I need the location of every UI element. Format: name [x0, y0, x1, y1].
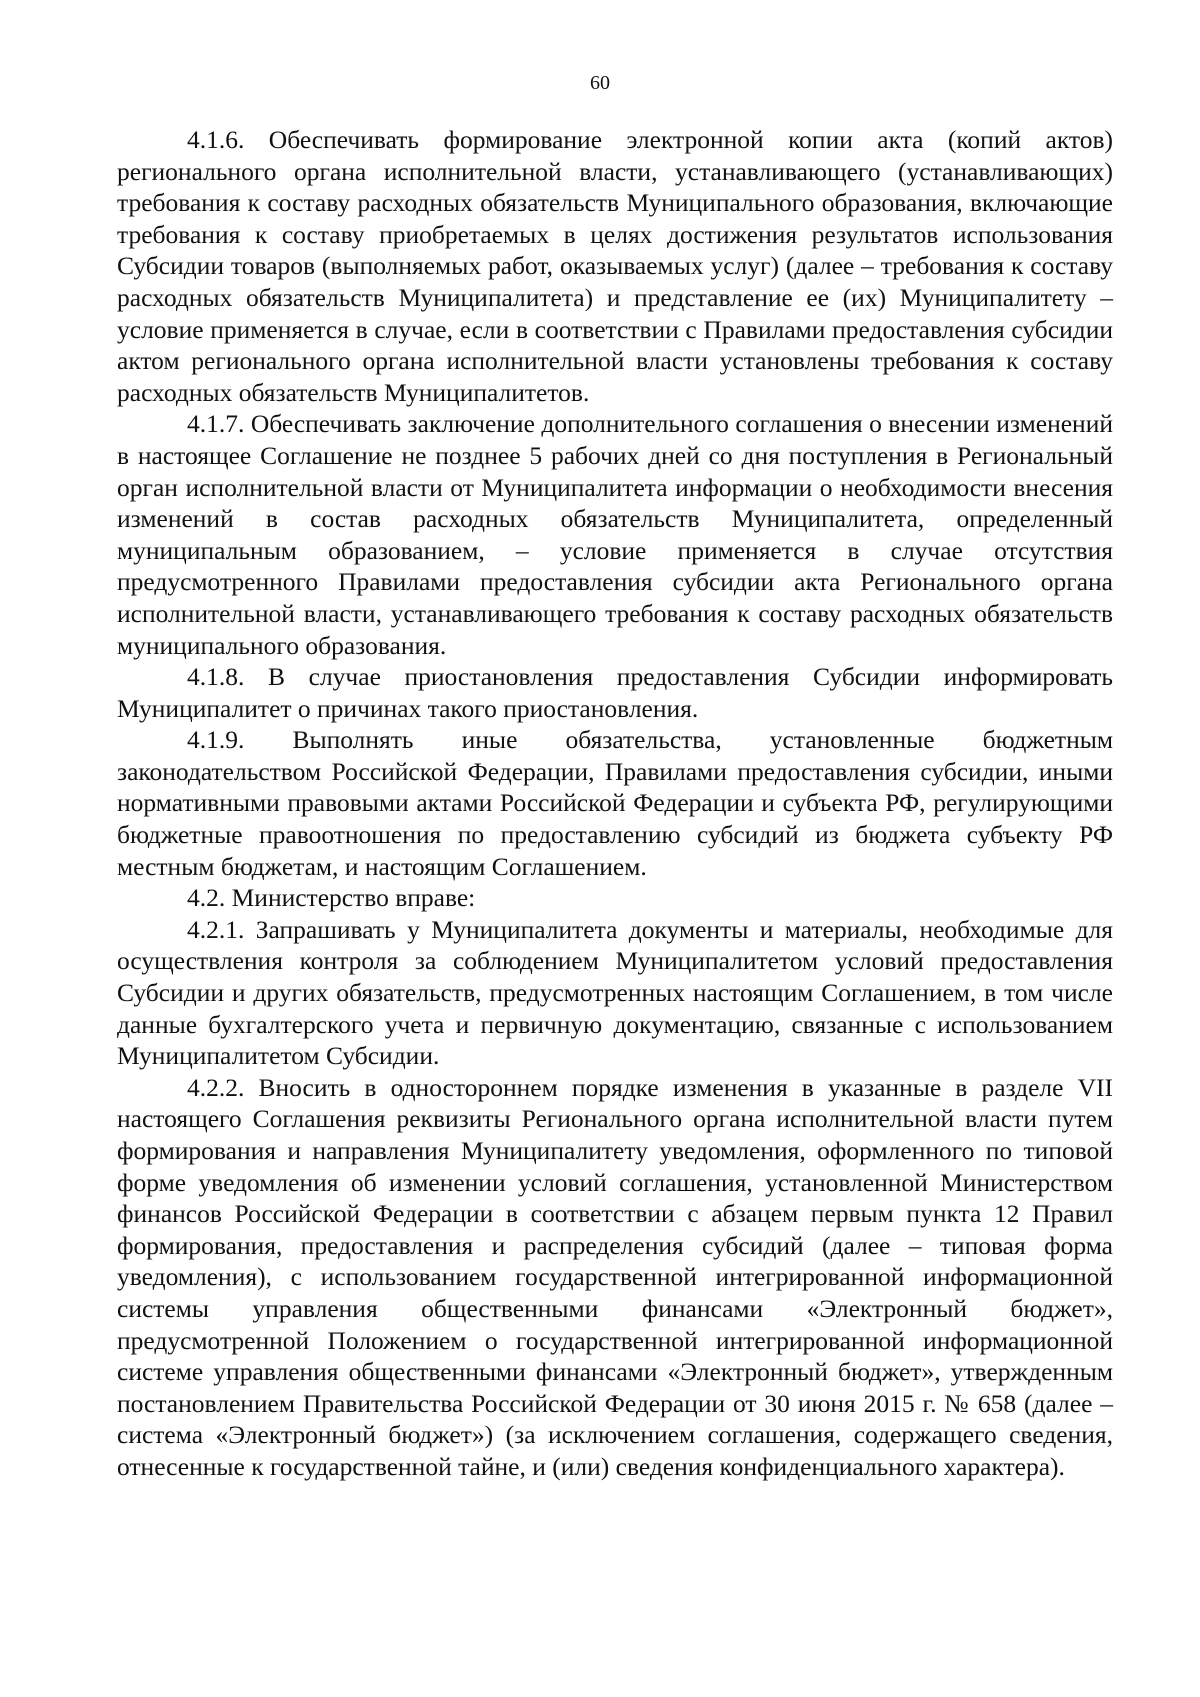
paragraph-4-1-7: 4.1.7. Обеспечивать заключение дополнительного соглашения о внесении изменений в настоящее Соглашение не позднее 5 рабочих дней со дня поступления в Региональный орган исполнительной власти от Муниципалитета информации о необходимости внесения изменений в состав расходных обязательств Муниципалитета, определенный муниципальным образованием, – условие применяется в случае отсутствия предусмотренного Правилами предоставления субсидии акта Регионального органа исполнительной власти, устанавливающего требования к составу расходных обязательств муниципального образования.	[117, 409, 1113, 660]
paragraph-4-1-8: 4.1.8. В случае приостановления предоставления Субсидии информировать Муниципалитет о причинах такого приостановления.	[117, 662, 1113, 723]
paragraph-4-2-2: 4.2.2. Вносить в одностороннем порядке изменения в указанные в разделе VII настоящего Соглашения реквизиты Регионального органа исполнительной власти путем формирования и направления Муниципалитету уведомления, оформленного по типовой форме уведомления об изменении условий соглашения, установленной Министерством финансов Российской Федерации в соответствии с абзацем первым пункта 12 Правил формирования, предоставления и распределения субсидий (далее – типовая форма уведомления), с использованием государственной интегрированной информационной системы управления общественными финансами «Электронный бюджет», предусмотренной Положением о государственной интегрированной информационной системе управления общественными финансами «Электронный бюджет», утвержденным постановлением Правительства Российской Федерации от 30 июня 2015 г. № 658 (далее – система «Электронный бюджет») (за исключением соглашения, содержащего сведения, отнесенные к государственной тайне, и (или) сведения конфиденциального характера).	[117, 1072, 1113, 1481]
paragraph-4-1-6: 4.1.6. Обеспечивать формирование электронной копии акта (копий актов) регионального органа исполнительной власти, устанавливающего (устанавливающих) требования к составу расходных обязательств Муниципального образования, включающие требования к составу приобретаемых в целях достижения результатов использования Субсидии товаров (выполняемых работ, оказываемых услуг) (далее – требования к составу расходных обязательств Муниципалитета) и представление ее (их) Муниципалитету – условие применяется в случае, если в соответствии с Правилами предоставления субсидии актом регионального органа исполнительной власти установлены требования к составу расходных обязательств Муниципалитетов.	[117, 125, 1113, 407]
page-number: 60	[590, 72, 610, 94]
document-body	[117, 124, 1113, 1483]
paragraph-4-2: 4.2. Министерство вправе:	[187, 883, 476, 913]
paragraph-4-1-9: 4.1.9. Выполнять иные обязательства, установленные бюджетным законодательством Российской Федерации, Правилами предоставления субсидии, иными нормативными правовыми актами Российской Федерации и субъекта РФ, регулирующими бюджетные правоотношения по предоставлению субсидий из бюджета субъекту РФ местным бюджетам, и настоящим Соглашением.	[117, 725, 1113, 881]
paragraph-4-2-1: 4.2.1. Запрашивать у Муниципалитета документы и материалы, необходимые для осуществления контроля за соблюдением Муниципалитетом условий предоставления Субсидии и других обязательств, предусмотренных настоящим Соглашением, в том числе данные бухгалтерского учета и первичную документацию, связанные с использованием Муниципалитетом Субсидии.	[117, 914, 1113, 1071]
